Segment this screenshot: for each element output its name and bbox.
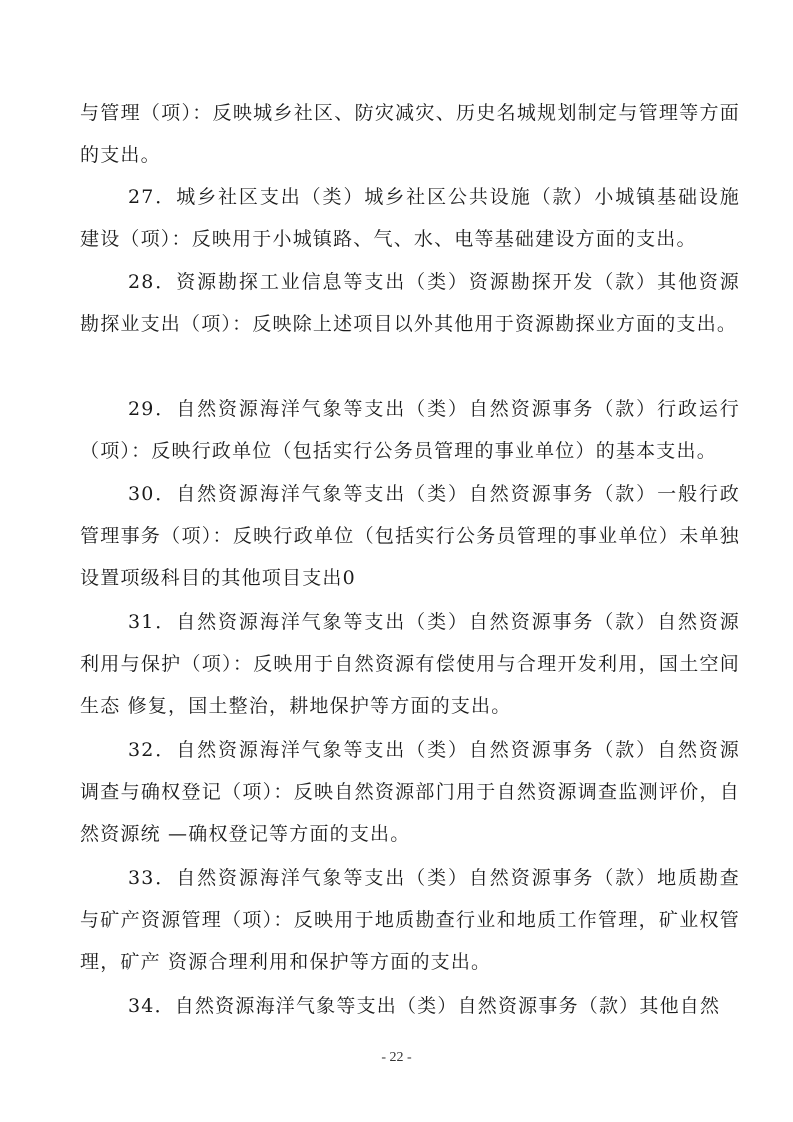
paragraph-item-27: 27．城乡社区支出（类）城乡社区公共设施（款）小城镇基础设施建设（项）：反映用于小城镇路、气、水、电等基础建设方面的支出。	[80, 186, 740, 250]
paragraph-item-28: 28．资源勘探工业信息等支出（类）资源勘探开发（款）其他资源勘探业支出（项）：反映除上述项目以外其他用于资源勘探业方面的支出。	[80, 271, 740, 335]
paragraph-item-33: 33．自然资源海洋气象等支出（类）自然资源事务（款）地质勘查与矿产资源管理（项）：反映用于地质勘查行业和地质工作管理，矿业权管理，矿产 资源合理利用和保护等方面的支出。	[80, 867, 740, 973]
paragraph-item-32: 32．自然资源海洋气象等支出（类）自然资源事务（款）自然资源调查与确权登记（项）：反映自然资源部门用于自然资源调查监测评价，自然资源统 —确权登记等方面的支出。	[80, 739, 740, 845]
paragraph-item-34: 34．自然资源海洋气象等支出（类）自然资源事务（款）其他自然	[128, 995, 721, 1017]
page-number: - 22 -	[381, 1050, 412, 1065]
paragraph-item-31: 31．自然资源海洋气象等支出（类）自然资源事务（款）自然资源利用与保护（项）：反映用于自然资源有偿使用与合理开发利用，国土空间生态 修复，国土整治，耕地保护等方面的支出。	[80, 611, 740, 717]
paragraph-item-30: 30．自然资源海洋气象等支出（类）自然资源事务（款）一般行政管理事务（项）：反映行政单位（包括实行公务员管理的事业单位）未单独 设置项级科目的其他项目支出0	[80, 483, 740, 589]
paragraph-continuation: 与管理（项）：反映城乡社区、防灾减灾、历史名城规划制定与管理等方面 的支出。	[80, 102, 740, 166]
paragraph-item-29: 29．自然资源海洋气象等支出（类）自然资源事务（款）行政运行（项）：反映行政单位（包括实行公务员管理的事业单位）的基本支出。	[80, 398, 740, 462]
